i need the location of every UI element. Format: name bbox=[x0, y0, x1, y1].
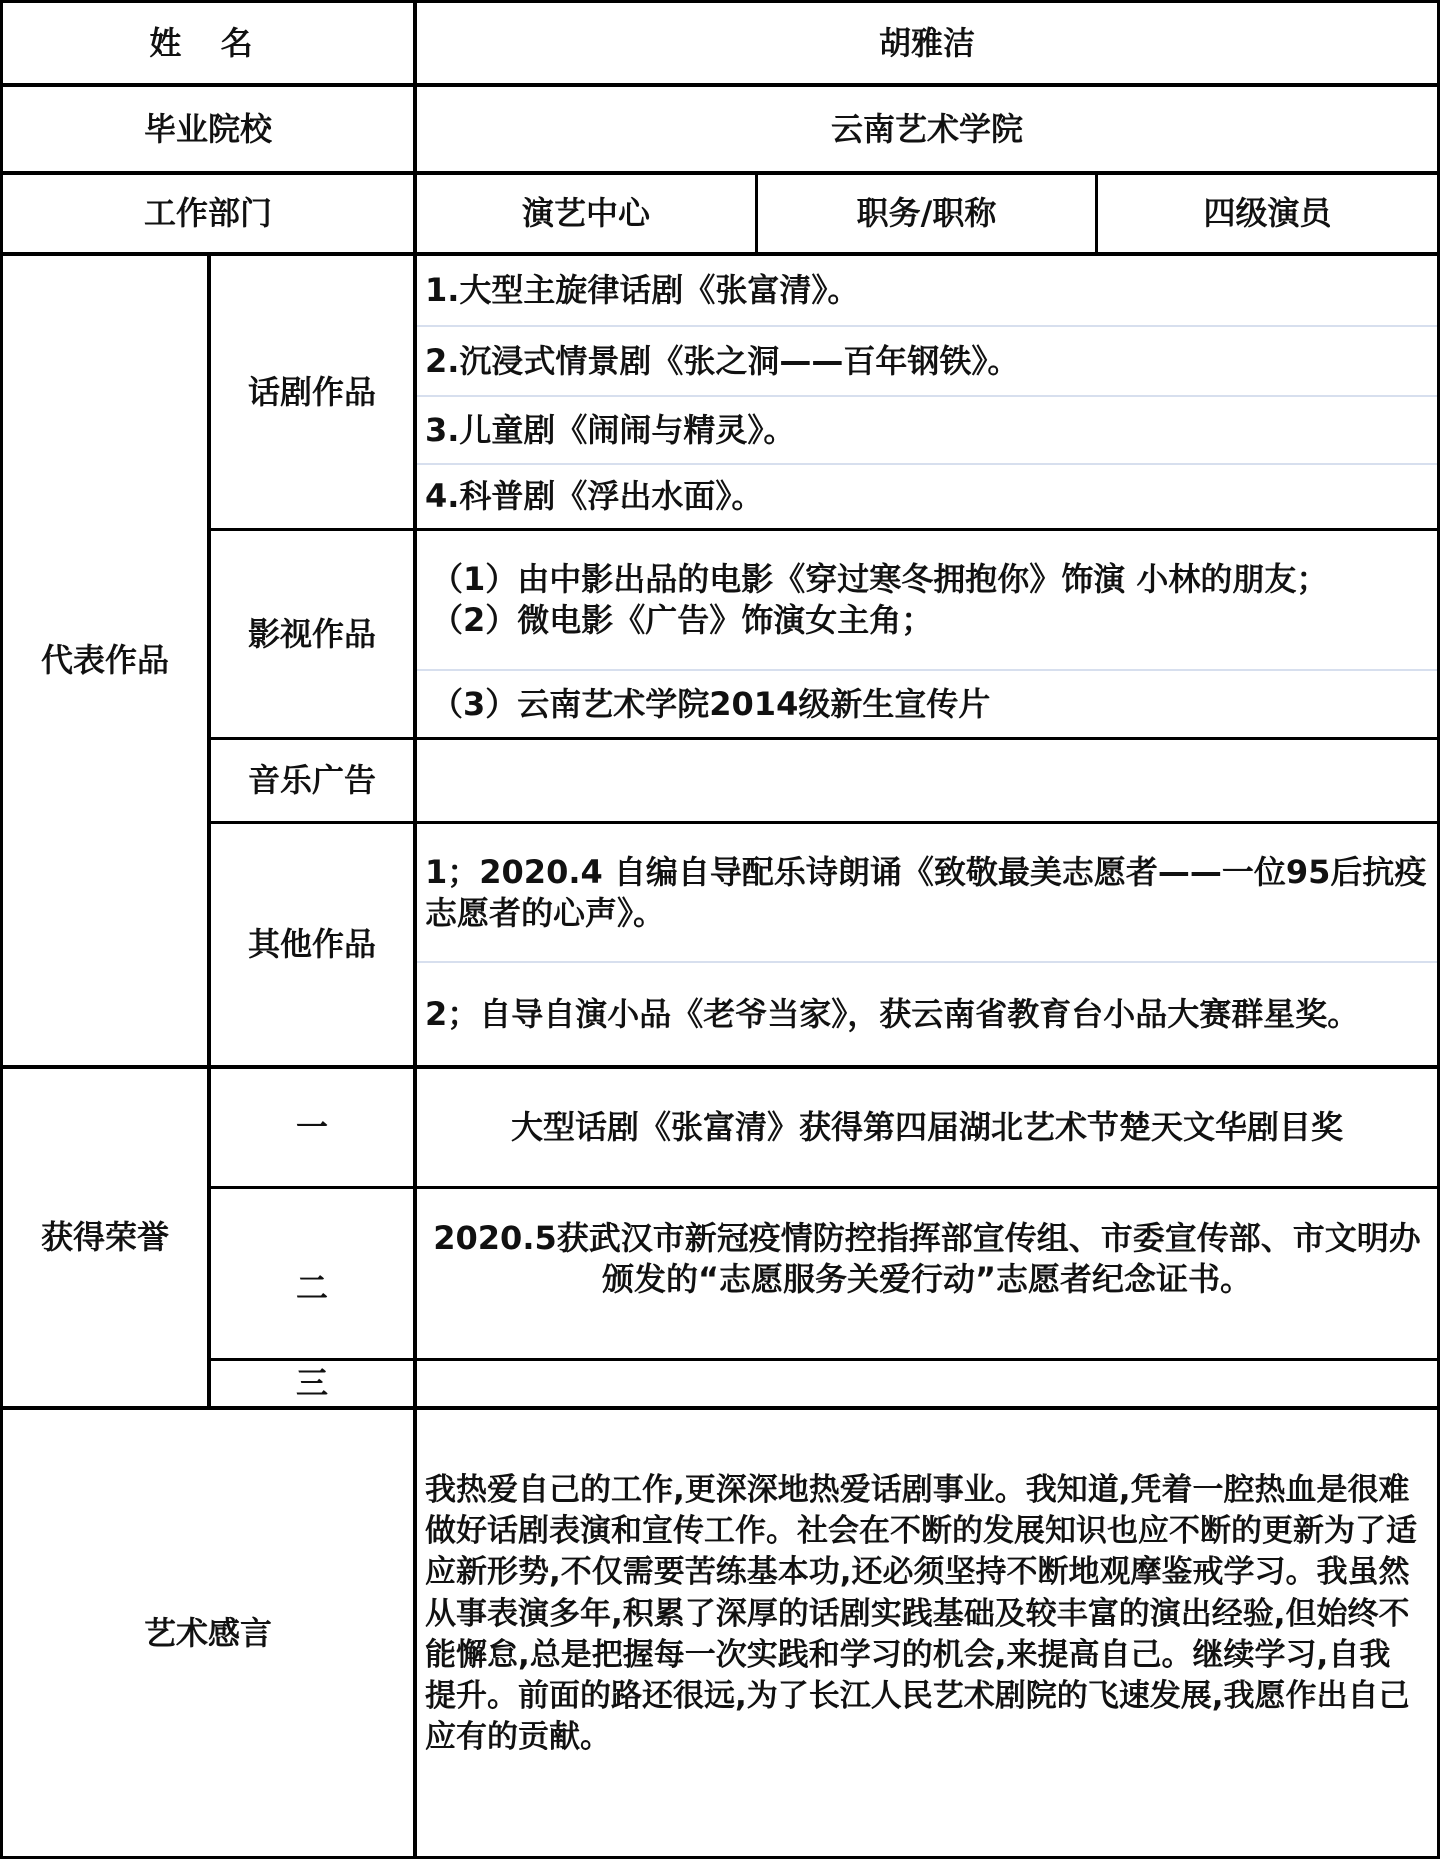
honor-text bbox=[417, 1361, 1437, 1406]
honor-text: 2020.5获武汉市新冠疫情防控指挥部宣传组、市委宣传部、市文明办颁发的“志愿服务关爱行动”志愿者纪念证书。 bbox=[433, 1218, 1421, 1298]
drama-label: 话剧作品 bbox=[247, 372, 376, 411]
school-value: 云南艺术学院 bbox=[830, 109, 1023, 148]
honors-label: 获得荣誉 bbox=[40, 1218, 169, 1257]
drama-item: 4.科普剧《浮出水面》。 bbox=[425, 477, 764, 516]
music-ad-label: 音乐广告 bbox=[247, 761, 376, 800]
statement-label: 艺术感言 bbox=[143, 1613, 272, 1652]
film-item-line: （2）微电影《广告》饰演女主角； bbox=[431, 601, 934, 639]
school-label: 毕业院校 bbox=[143, 109, 272, 148]
honor-number: 二 bbox=[295, 1269, 328, 1308]
job-title-label: 职务/职称 bbox=[856, 194, 997, 233]
department-label: 工作部门 bbox=[143, 194, 272, 233]
drama-item: 3.儿童剧《闹闹与精灵》。 bbox=[425, 410, 796, 449]
name-label: 姓 名 bbox=[149, 23, 267, 62]
honor-number: 三 bbox=[295, 1364, 328, 1403]
honor-number: 一 bbox=[295, 1108, 328, 1147]
job-title-value: 四级演员 bbox=[1203, 194, 1332, 233]
film-item: （3）云南艺术学院2014级新生宣传片 bbox=[431, 684, 991, 723]
statement-text: 我热爱自己的工作,更深深地热爱话剧事业。我知道,凭着一腔热血是很难做好话剧表演和宣传工作。社会在不断的发展知识也应不断的更新为了适应新形势,不仅需要苦练基本功,还必须坚持不断地观摩鉴戒学习。我虽然从事表演多年,积累了深厚的话剧实践基础及较丰富的演出经验,但始终不能懈怠,总是把握每一次实践和学习的机会,来提高自己。继续学习,自我提升。前面的路还很远,为了长江人民艺术剧院的飞速发展,我愿作出自己应有的贡献。 bbox=[425, 1472, 1417, 1756]
film-label: 影视作品 bbox=[247, 614, 376, 653]
film-item-line: （1）由中影出品的电影《穿过寒冬拥抱你》饰演 小林的朋友； bbox=[431, 560, 1329, 599]
drama-item: 2.沉浸式情景剧《张之洞——百年钢铁》。 bbox=[425, 341, 1020, 380]
other-works-item: 1；2020.4 自编自导配乐诗朗诵《致敬最美志愿者——一位95后抗疫志愿者的心声》。 bbox=[425, 852, 1427, 932]
other-works-label: 其他作品 bbox=[247, 925, 376, 964]
film-item bbox=[417, 531, 1437, 669]
works-label: 代表作品 bbox=[40, 641, 169, 680]
drama-item: 1.大型主旋律话剧《张富清》。 bbox=[425, 271, 860, 310]
other-works-item: 2；自导自演小品《老爷当家》，获云南省教育台小品大赛群星奖。 bbox=[425, 994, 1360, 1033]
honor-text: 大型话剧《张富清》获得第四届湖北艺术节楚天文华剧目奖 bbox=[510, 1108, 1343, 1147]
music-ad-value bbox=[417, 740, 1437, 821]
department-value: 演艺中心 bbox=[521, 194, 650, 233]
name-value: 胡雅洁 bbox=[878, 23, 975, 62]
